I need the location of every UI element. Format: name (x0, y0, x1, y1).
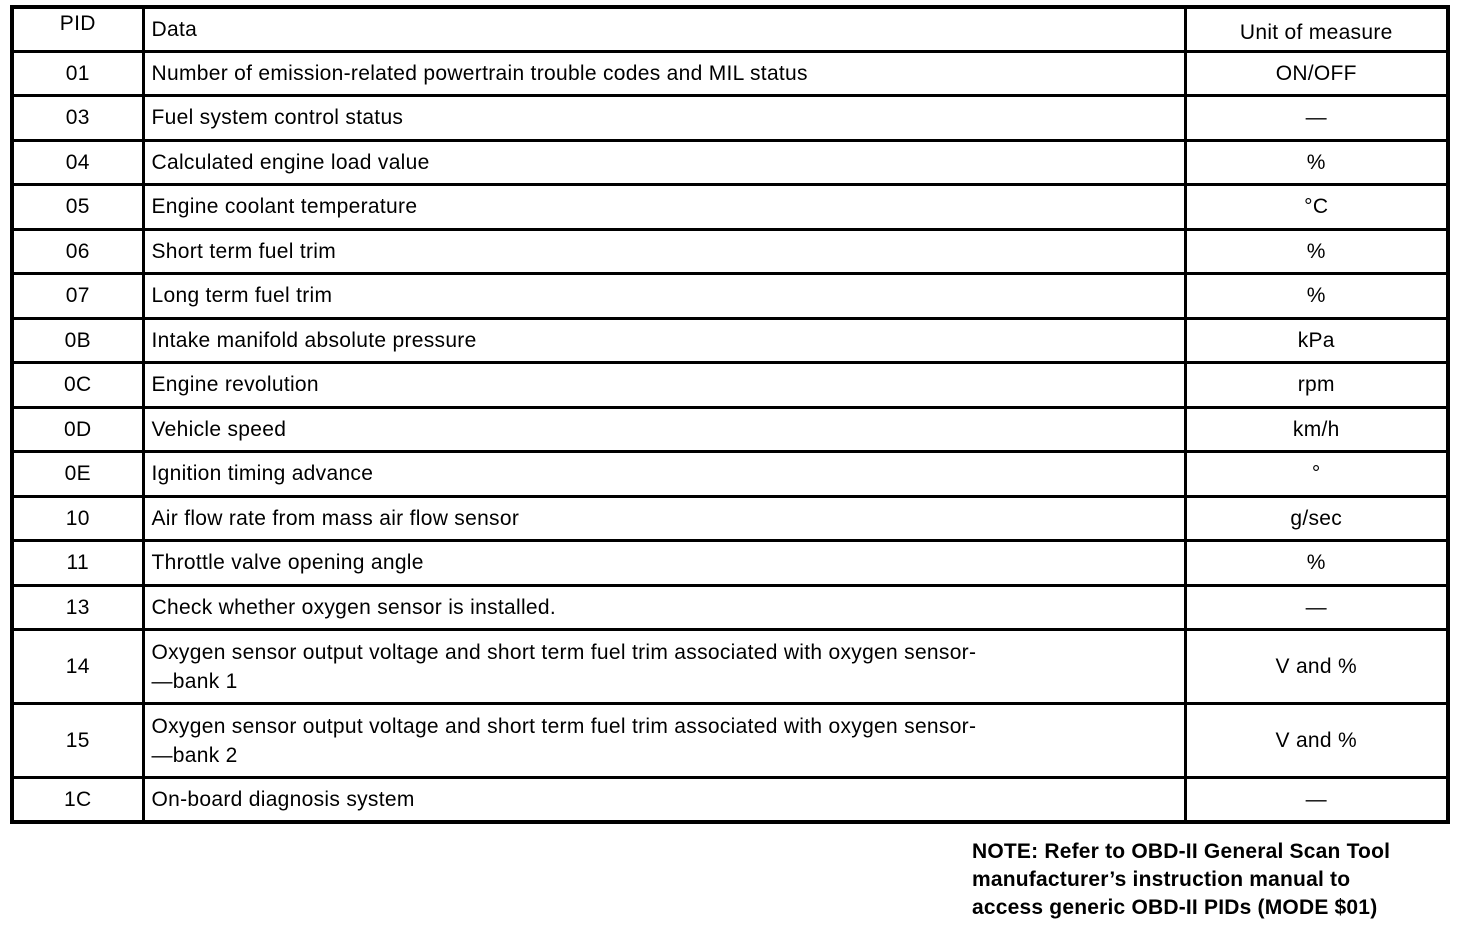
pid-cell: 13 (12, 585, 143, 630)
unit-cell: kPa (1185, 318, 1448, 363)
unit-cell: km/h (1185, 407, 1448, 452)
unit-cell: — (1185, 96, 1448, 141)
data-line: Oxygen sensor output voltage and short term fuel trim associated with oxygen sensor- (151, 640, 977, 664)
table-row (12, 51, 1448, 96)
table-row (12, 541, 1448, 586)
pid-cell: 05 (12, 185, 143, 230)
data-cell: Calculated engine load value (143, 140, 1185, 185)
data-line: —bank 2 (151, 743, 238, 767)
data-cell: Intake manifold absolute pressure (143, 318, 1185, 363)
table-row (12, 778, 1448, 823)
pid-cell: 04 (12, 140, 143, 185)
table-row (12, 274, 1448, 319)
unit-cell: ON/OFF (1185, 51, 1448, 96)
data-cell: Check whether oxygen sensor is installed. (143, 585, 1185, 630)
unit-cell: rpm (1185, 363, 1448, 408)
table-header-row (12, 7, 1448, 51)
data-cell: Number of emission-related powertrain trouble codes and MIL status (143, 51, 1185, 96)
unit-cell: — (1185, 778, 1448, 823)
pid-cell: 11 (12, 541, 143, 586)
unit-cell: V and % (1185, 630, 1448, 704)
data-line: —bank 1 (151, 669, 238, 693)
table-row (12, 229, 1448, 274)
data-line: Oxygen sensor output voltage and short term fuel trim associated with oxygen sensor- (151, 714, 977, 738)
note (972, 838, 1462, 922)
header-unit: Unit of measure (1185, 7, 1448, 51)
data-cell: Air flow rate from mass air flow sensor (143, 496, 1185, 541)
data-cell: Long term fuel trim (143, 274, 1185, 319)
data-cell: Vehicle speed (143, 407, 1185, 452)
pid-cell: 0B (12, 318, 143, 363)
data-cell: Engine revolution (143, 363, 1185, 408)
data-cell: Throttle valve opening angle (143, 541, 1185, 586)
table-row (12, 704, 1448, 778)
pid-cell: 0C (12, 363, 143, 408)
pid-cell: 01 (12, 51, 143, 96)
table-row (12, 318, 1448, 363)
unit-cell: °C (1185, 185, 1448, 230)
table-row (12, 630, 1448, 704)
pid-cell: 14 (12, 630, 143, 704)
table-row (12, 363, 1448, 408)
data-cell: On-board diagnosis system (143, 778, 1185, 823)
pid-cell: 0D (12, 407, 143, 452)
table-row (12, 585, 1448, 630)
data-cell: Short term fuel trim (143, 229, 1185, 274)
unit-cell: ° (1185, 452, 1448, 497)
header-data: Data (143, 7, 1185, 51)
table-row (12, 452, 1448, 497)
pid-cell: 15 (12, 704, 143, 778)
pid-cell: 07 (12, 274, 143, 319)
unit-cell: % (1185, 140, 1448, 185)
pid-cell: 0E (12, 452, 143, 497)
note-line: manufacturer’s instruction manual to (972, 868, 1351, 891)
pid-cell: 1C (12, 778, 143, 823)
unit-cell: % (1185, 229, 1448, 274)
table-row (12, 407, 1448, 452)
pid-cell: 03 (12, 96, 143, 141)
data-cell: Ignition timing advance (143, 452, 1185, 497)
data-cell: Engine coolant temperature (143, 185, 1185, 230)
note-line: access generic OBD-II PIDs (MODE $01) (972, 896, 1378, 919)
data-cell (143, 630, 1185, 704)
pid-cell: 10 (12, 496, 143, 541)
table-row (12, 496, 1448, 541)
pid-table (10, 5, 1450, 824)
table-row (12, 96, 1448, 141)
unit-cell: % (1185, 274, 1448, 319)
unit-cell: g/sec (1185, 496, 1448, 541)
pid-cell: 06 (12, 229, 143, 274)
table-row (12, 140, 1448, 185)
header-pid: PID (12, 7, 143, 51)
unit-cell: — (1185, 585, 1448, 630)
data-cell (143, 704, 1185, 778)
unit-cell: % (1185, 541, 1448, 586)
unit-cell: V and % (1185, 704, 1448, 778)
data-cell: Fuel system control status (143, 96, 1185, 141)
table-row (12, 185, 1448, 230)
note-line: NOTE: Refer to OBD-II General Scan Tool (972, 840, 1391, 863)
